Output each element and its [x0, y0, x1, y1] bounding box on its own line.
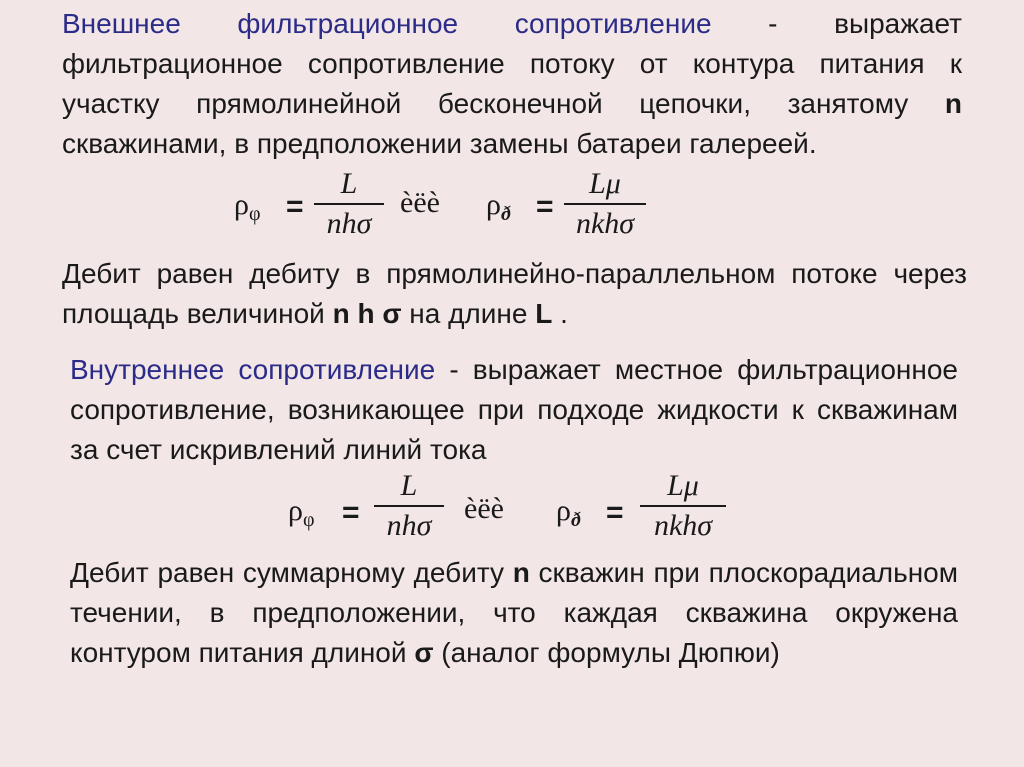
symbol-sigma: σ	[414, 637, 434, 668]
paragraph-text: - выражает фильтрационное сопротивление потоку от контура питания к участку прямолинейной бесконечной цепочки, занятому	[62, 8, 963, 119]
denominator: nhσ	[386, 509, 432, 542]
rho-symbol: $\rho_\varphi$	[234, 188, 261, 225]
equals-sign: =	[342, 496, 360, 529]
paragraph-flow-rate-2	[70, 553, 958, 673]
symbol-n: n	[512, 557, 530, 588]
paragraph-text: .	[552, 298, 568, 329]
numerator: L	[340, 167, 358, 200]
fraction-bar	[640, 505, 726, 507]
fraction-bar	[374, 505, 444, 507]
symbol-L: L	[535, 298, 553, 329]
equals-sign: =	[536, 190, 554, 223]
paragraph-flow-rate-1	[62, 254, 967, 334]
paragraph-text: Дебит равен дебиту в прямолинейно-параллельном потоке через площадь величиной	[62, 258, 967, 329]
formula-2	[288, 470, 748, 556]
denominator: nkhσ	[575, 207, 635, 240]
fraction	[640, 470, 726, 542]
numerator: Lμ	[667, 469, 699, 502]
paragraph-text: - выражает местное фильтрационное сопротивление, возникающее при подходе жидкости к скважинам за счет искривлений линий тока	[70, 354, 958, 465]
numerator: Lμ	[589, 167, 621, 200]
fraction-bar	[564, 203, 646, 205]
symbol-nhs: n h σ	[332, 298, 402, 329]
paragraph-outer-resistance	[62, 4, 962, 164]
paragraph-text: (аналог формулы Дюпюи)	[433, 637, 780, 668]
paragraph-text: на длине	[401, 298, 536, 329]
rho-symbol: $\rho_\varphi$	[288, 494, 315, 531]
separator-text: èëè	[464, 492, 504, 525]
paragraph-inner-resistance	[70, 350, 958, 470]
formula-1	[228, 168, 668, 248]
paragraph-text: скважин при плоскорадиальном течении, в предположении, что каждая скважина окружена контуром питания длиной	[70, 557, 959, 668]
fraction	[314, 168, 384, 240]
numerator: L	[400, 469, 418, 502]
term-outer-resistance: Внешнее фильтрационное сопротивление	[62, 8, 712, 39]
fraction	[374, 470, 444, 542]
rho-symbol: $\rho_ð$	[486, 188, 511, 225]
symbol-n: n	[944, 88, 962, 119]
equals-sign: =	[286, 190, 304, 223]
denominator: nhσ	[326, 207, 372, 240]
paragraph-text: скважинами, в предположении замены батареи галереей.	[62, 128, 817, 159]
rho-symbol: $\rho_ð$	[556, 494, 581, 531]
fraction-bar	[314, 203, 384, 205]
term-inner-resistance: Внутреннее сопротивление	[70, 354, 436, 385]
fraction	[564, 168, 646, 240]
equals-sign: =	[606, 496, 624, 529]
separator-text: èëè	[400, 186, 440, 219]
paragraph-text: Дебит равен суммарному дебиту	[70, 557, 513, 588]
denominator: nkhσ	[653, 509, 713, 542]
